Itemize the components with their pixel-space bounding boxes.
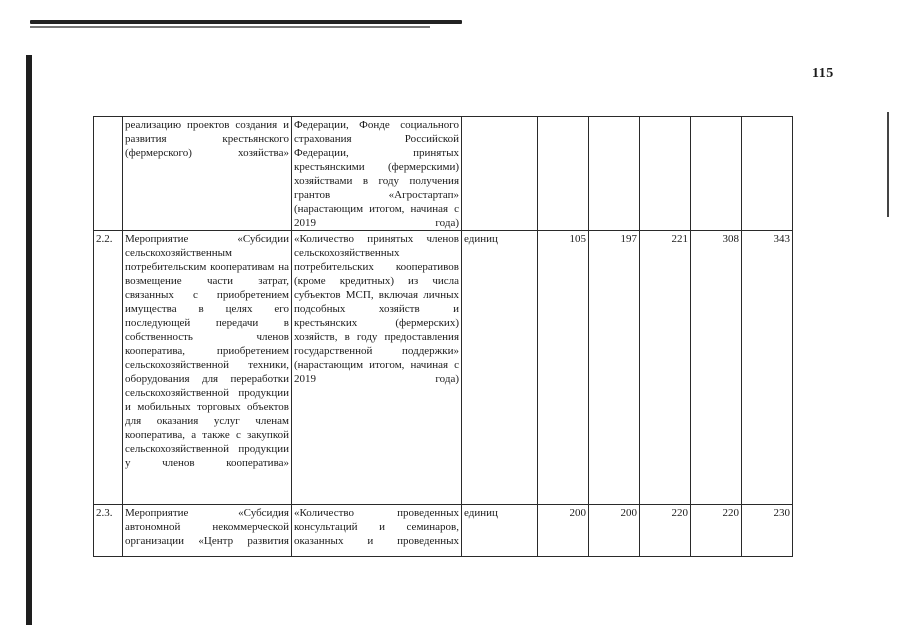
indicator-cell: Федерации, Фонде социального страхования Российской Федерации, принятых крестьянскими (фермерскими) хозяйствами в году получения грантов «Агростартап» (нарастающим итогом, начиная с 2019 года) — [292, 117, 462, 231]
value-cell — [742, 117, 793, 231]
indicator-cell: «Количество проведенных консультаций и семинаров, оказанных и проведенных — [292, 505, 462, 557]
value-cell: 308 — [691, 231, 742, 505]
scan-edge-top-shadow — [30, 26, 430, 28]
value-cell: 200 — [538, 505, 589, 557]
value-cell: 343 — [742, 231, 793, 505]
table-row — [94, 117, 793, 231]
value-cell: 197 — [589, 231, 640, 505]
value-cell: 220 — [691, 505, 742, 557]
value-cell: 105 — [538, 231, 589, 505]
indicator-cell: «Количество принятых членов сельскохозяйственных потребительских кооперативов (кроме кредитных) из числа субъектов МСП, включая личных подсобных хозяйств и крестьянских (фермерских) хозяйств, в году предоставления государственной поддержки» (нарастающим итогом, начиная с 2019 года) — [292, 231, 462, 505]
unit-cell: единиц — [462, 505, 538, 557]
row-number — [94, 117, 123, 231]
scan-edge-left — [26, 55, 32, 625]
table-row — [94, 231, 793, 505]
value-cell: 220 — [640, 505, 691, 557]
value-cell — [691, 117, 742, 231]
activity-cell: Мероприятие «Субсидии сельскохозяйственным потребительским кооперативам на возмещение части затрат, связанных с приобретением имущества в целях его последующей передачи в собственность членов кооператива, приобретением сельскохозяйственной техники, оборудования для переработки сельскохозяйственной продукции и мобильных торговых объектов для оказания услуг членам кооператива, а также с закупкой сельскохозяйственной продукции у членов кооператива» — [123, 231, 292, 505]
activity-cell: реализацию проектов создания и развития крестьянского (фермерского) хозяйства» — [123, 117, 292, 231]
indicator-table — [93, 116, 793, 557]
page-number: 115 — [812, 66, 834, 81]
value-cell: 221 — [640, 231, 691, 505]
value-cell — [589, 117, 640, 231]
activity-cell: Мероприятие «Субсидия автономной некоммерческой организации «Центр развития — [123, 505, 292, 557]
scan-edge-top — [30, 20, 462, 24]
unit-cell: единиц — [462, 231, 538, 505]
unit-cell — [462, 117, 538, 231]
scan-edge-right — [887, 112, 889, 217]
value-cell — [640, 117, 691, 231]
value-cell — [538, 117, 589, 231]
value-cell: 200 — [589, 505, 640, 557]
table-row — [94, 505, 793, 557]
row-number: 2.2. — [94, 231, 123, 505]
value-cell: 230 — [742, 505, 793, 557]
row-number: 2.3. — [94, 505, 123, 557]
